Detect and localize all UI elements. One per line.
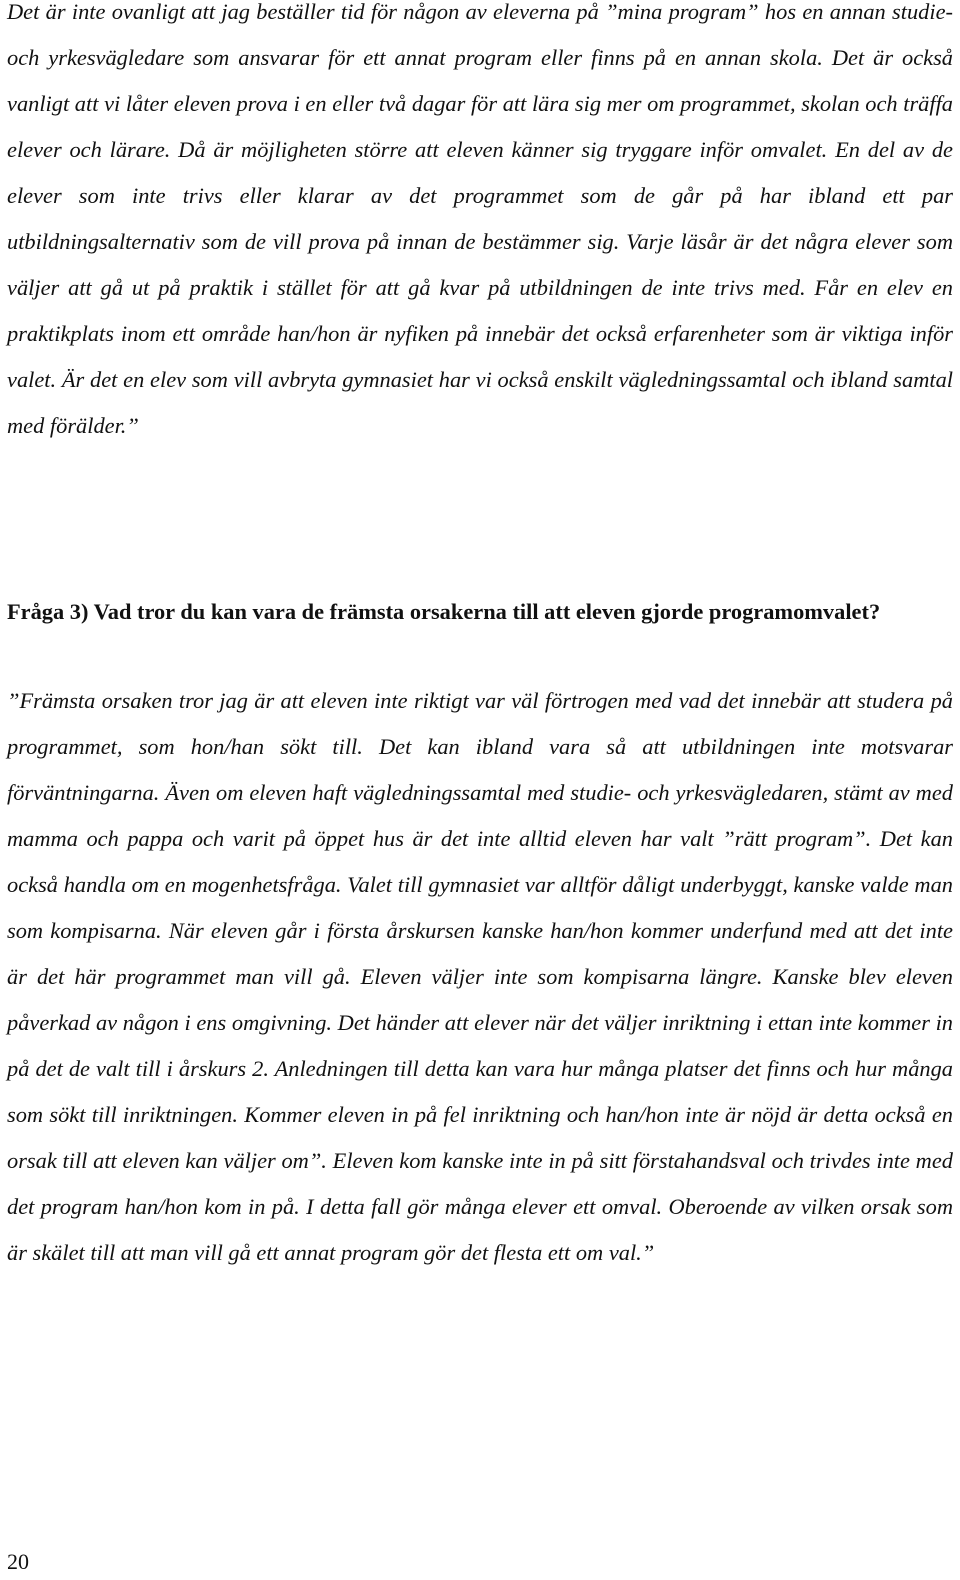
body-paragraph-2: ”Främsta orsaken tror jag är att eleven inte riktigt var väl förtrogen med vad det innebär att studera på programmet, som hon/han sökt till. Det kan ibland vara så att utbildningen inte motsvarar förväntningarna. Även om eleven haft vägledningssamtal med studie- och yrkesvägledaren, stämt av med mamma och pappa och varit på öppet hus är det inte alltid eleven har valt ”rätt program”. Det kan också handla om en mogenhetsfråga. Valet till gymnasiet var alltför dåligt underbyggt, kanske valde man som kompisarna. När eleven går i första årskursen kanske han/hon kommer underfund med att det inte är det här programmet man vill gå. Eleven väljer inte som kompisarna längre. Kanske blev eleven påverkad av någon i ens omgivning. Det händer att elever när det väljer inriktning i ettan inte kommer in på det de valt till i årskurs 2. Anledningen till detta kan vara hur många platser det finns och hur många som sökt till inriktningen. Kommer eleven in på fel inriktning och han/hon inte är nöjd är detta också en orsak till att eleven kan väljer om”. Eleven kom kanske inte in på sitt förstahandsval och trivdes inte med det program han/hon kom in på. I detta fall gör många elever ett omval. Oberoende av vilken orsak som är skälet till att man vill gå ett annat program gör det flesta ett om val.” [7, 688, 953, 1265]
body-paragraph-1: Det är inte ovanligt att jag beställer tid för någon av eleverna på ”mina program” hos en annan studie- och yrkesvägledare som ansvarar för ett annat program eller finns på en annan skola. Det är också vanligt att vi låter eleven prova i en eller två dagar för att lära sig mer om programmet, skolan och träffa elever och lärare. Då är möjligheten större att eleven känner sig tryggare inför omvalet. En del av de elever som inte trivs eller klarar av det programmet som de går på har ibland ett par utbildningsalternativ som de vill prova på innan de bestämmer sig. Varje läsår är det några elever som väljer att gå ut på praktik i stället för att gå kvar på utbildningen de inte trivs med. Får en elev en praktikplats inom ett område han/hon är nyfiken på innebär det också erfarenheter som är viktiga inför valet. Är det en elev som vill avbryta gymnasiet har vi också enskilt vägledningssamtal och ibland samtal med förälder.” [7, 0, 953, 438]
question-heading: Fråga 3) Vad tror du kan vara de främsta orsakerna till att eleven gjorde programomvalet? [7, 599, 881, 624]
page-number: 20 [7, 1549, 29, 1574]
